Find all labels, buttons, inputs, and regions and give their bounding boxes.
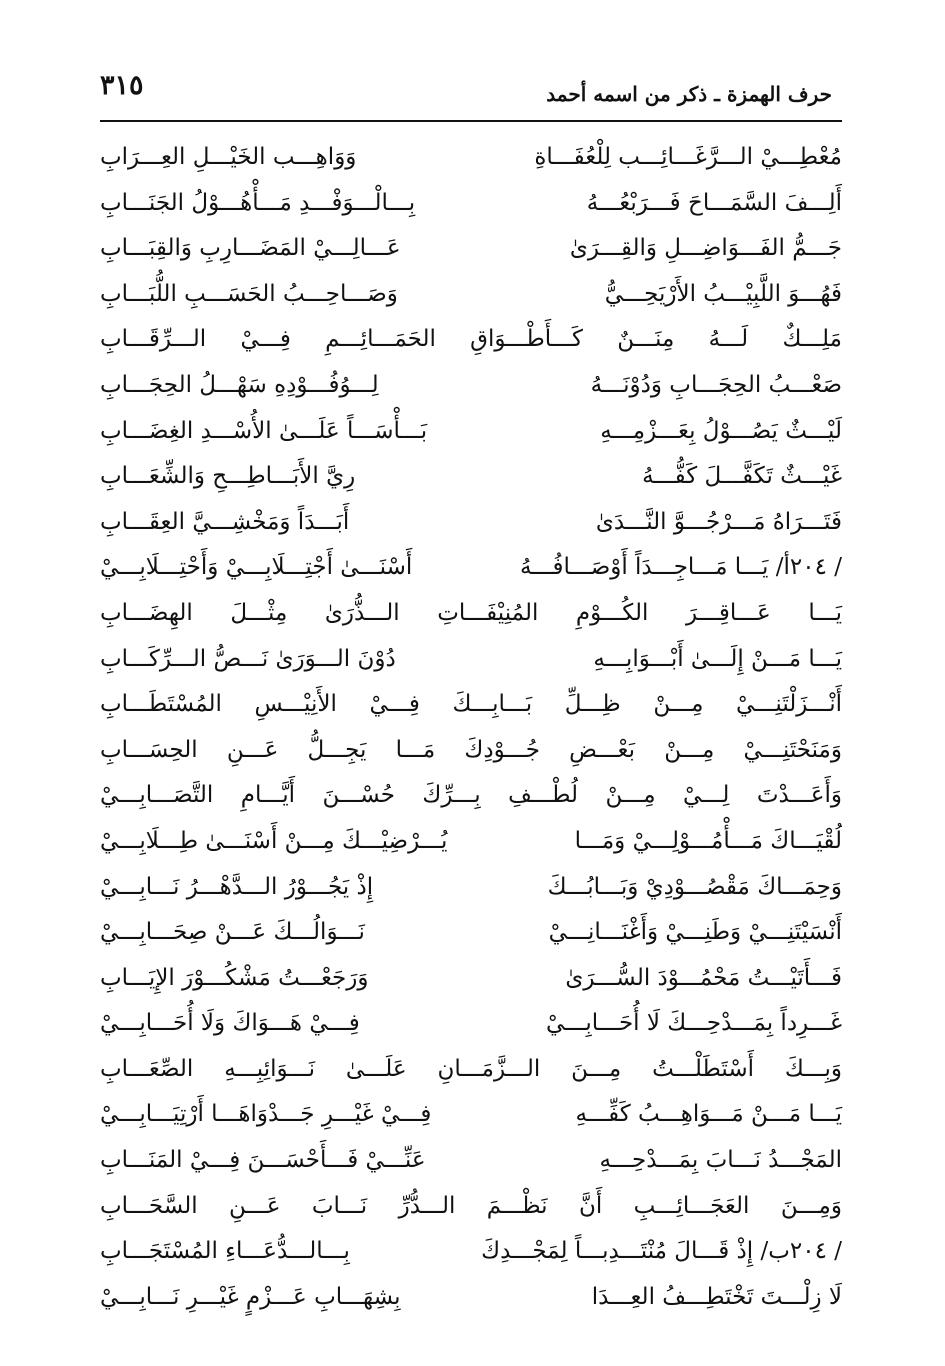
poem-body: [100, 138, 842, 1326]
verse-second-hemistich: بَـــأْسَـــاً عَلَـــىٰ الأُسْـــدِ الغِضَـــابِ: [100, 417, 428, 444]
verse-second-hemistich: وَوَاهِـــب الخَيْـــلِ العِـــرَابِ: [100, 144, 357, 170]
verse-line: [100, 138, 842, 184]
verse-second-hemistich: دُوْنَ الـــوَرَىٰ نَـــصُّ الـــرِّكَـــابِ: [100, 645, 396, 672]
verse-first-hemistich: غَيْـــثٌ تَكَفَّـــلَ كَفُّـــهُ: [642, 463, 842, 490]
verse-first-hemistich: / ٢٠٤أ/ يَـــا مَـــاجِـــدَاً أَوْصَـــافُـــهُ: [519, 554, 842, 581]
verse-full: يَـــا عَـــاقِـــرَ الكُـــوْمِ المُنِيْفَـــاتِ الـــذُّرَىٰ مِثْـــلَ الهِضَـــابِ: [100, 599, 842, 626]
verse-line: [100, 320, 842, 366]
verse-line: [100, 503, 842, 549]
verse-line: [100, 229, 842, 275]
verse-second-hemistich: رِيَّ الأَبَـــاطِـــحِ وَالشِّعَـــابِ: [100, 463, 356, 490]
verse-first-hemistich: لُقْيَـــاكَ مَـــأْمُـــوْلِـــيْ وَمَـــا: [574, 827, 842, 854]
verse-first-hemistich: صَعْـــبُ الحِجَـــابِ وَدُوْنَـــهُ: [590, 371, 842, 398]
verse-line: [100, 457, 842, 503]
verse-line: [100, 1187, 842, 1233]
verse-first-hemistich: يَـــا مَـــنْ إِلَـــىٰ أَبْـــوَابِـــهِ: [593, 645, 842, 672]
verse-line: [100, 184, 842, 230]
verse-first-hemistich: غَـــرِداً بِمَـــدْحِـــكَ لَا أُحَـــابِـــيْ: [545, 1010, 842, 1037]
verse-first-hemistich: لَا زِلْـــتَ تَخْتَطِـــفُ العِـــدَا: [591, 1283, 842, 1310]
verse-line: [100, 1095, 842, 1141]
verse-first-hemistich: / ٢٠٤ب/ إِذْ قَـــالَ مُنْتَـــدِبـــاً لِمَجْـــدِكَ: [481, 1238, 842, 1265]
verse-second-hemistich: عَنِّـــيْ فَـــأَحْسَـــنَ فِـــيْ المَنَـــابِ: [100, 1147, 426, 1174]
verse-line: [100, 685, 842, 731]
verse-line: [100, 868, 842, 914]
verse-second-hemistich: وَرَجَعْـــتُ مَشْكُـــوْرَ الإِيَـــابِ: [100, 964, 369, 991]
verse-full: وَأَعَـــدْتَ لِـــيْ مِـــنْ لُطْـــفِ بِـــرِّكَ حُسْـــنَ أَيَّـــامِ التَّصَـــابِـــيْ: [100, 782, 842, 809]
verse-first-hemistich: فَـــأَتَيْـــتُ مَحْمُـــوْدَ السُّـــرَىٰ: [565, 964, 842, 991]
verse-first-hemistich: يَـــا مَـــنْ مَـــوَاهِـــبُ كَفِّـــهِ: [575, 1101, 842, 1128]
verse-line: [100, 1050, 842, 1096]
verse-second-hemistich: يُـــرْضِيْـــكَ مِـــنْ أَسْنَـــىٰ طِـــلَابِـــيْ: [100, 827, 448, 854]
verse-second-hemistich: أَبَـــدَاً وَمَخْشِـــيَّ العِقَـــابِ: [100, 508, 350, 535]
verse-line: [100, 731, 842, 777]
verse-line: [100, 1141, 842, 1187]
verse-first-hemistich: أَنْسَيْتَنِـــيْ وَطَنِـــيْ وَأَغْنَـــانِـــيْ: [548, 919, 842, 946]
verse-first-hemistich: فَهُـــوَ اللَّبِيْـــبُ الأَرْيَحِـــيُّ: [604, 280, 842, 307]
verse-line: [100, 548, 842, 594]
page-header: [100, 62, 842, 112]
verse-second-hemistich: فِـــيْ غَيْـــرِ جَـــدْوَاهَـــا أَرْتِيَـــابِـــيْ: [100, 1101, 432, 1128]
verse-first-hemistich: فَتَـــرَاهُ مَـــرْجُـــوَّ النَّـــدَىٰ: [595, 508, 842, 535]
verse-second-hemistich: بِـــالـــدُّعَـــاءِ المُسْتَجَـــابِ: [100, 1238, 350, 1265]
verse-full: وَمِـــنَ العَجَـــائِـــبِ أَنَّ نَظْـــمَ الـــدُّرِّ نَـــابَ عَـــنِ السَّحَـــابِ: [100, 1192, 842, 1219]
verse-line: [100, 594, 842, 640]
verse-line: [100, 1232, 842, 1278]
verse-line: [100, 412, 842, 458]
verse-line: [100, 640, 842, 686]
verse-second-hemistich: إِذْ يَجُـــوْرُ الـــدَّهْـــرُ نَـــابِـــيْ: [100, 873, 374, 900]
verse-line: [100, 1004, 842, 1050]
verse-full: وَبِـــكَ أَسْتَطَلْـــتُ مِـــنَ الـــزَّمَـــانِ عَلَـــىٰ نَـــوَائِبِـــهِ الصِّعَـــابِ: [100, 1055, 842, 1082]
header-rule: [100, 120, 842, 122]
verse-line: [100, 1278, 842, 1324]
verse-full: أَنْـــزَلْتَنِـــيْ مِـــنْ ظِـــلِّ بَـــابِـــكَ فِـــيْ الأَنِيْـــسِ المُسْتَطَـــابِ: [100, 691, 842, 718]
running-title: حرف الهمزة ـ ذكر من اسمه أحمد: [546, 82, 832, 106]
verse-first-hemistich: أَلِـــفَ السَّمَـــاحَ فَـــرَبْعُـــهُ: [586, 189, 842, 216]
verse-second-hemistich: بِشِهَـــابِ عَـــزْمٍ غَيْـــرِ نَـــابِـــيْ: [100, 1283, 401, 1310]
verse-second-hemistich: عَـــالِـــيْ المَضَـــارِبِ وَالقِبَـــابِ: [100, 235, 401, 262]
verse-second-hemistich: فِـــيْ هَـــوَاكَ وَلَا أُحَـــابِـــيْ: [100, 1010, 360, 1037]
page-number: ٣١٥: [100, 70, 144, 101]
verse-line: [100, 275, 842, 321]
verse-second-hemistich: وَصَـــاحِـــبُ الحَسَـــبِ اللُّبَـــابِ: [100, 280, 398, 307]
verse-line: [100, 822, 842, 868]
verse-first-hemistich: المَجْـــدُ نَـــابَ بِمَـــدْحِـــهِ: [599, 1147, 842, 1174]
verse-first-hemistich: جَـــمُّ الفَـــوَاضِـــلِ وَالقِـــرَىٰ: [569, 235, 842, 262]
verse-second-hemistich: بِـــالْـــوَفْـــدِ مَـــأْهُـــوْلُ الجَنَـــابِ: [100, 189, 416, 216]
verse-line: [100, 366, 842, 412]
verse-line: [100, 913, 842, 959]
verse-second-hemistich: لِـــوُفُـــوْدِهِ سَهْـــلُ الحِجَـــابِ: [100, 371, 379, 398]
verse-full: وَمَنَحْتَنِـــيْ مِـــنْ بَعْـــضِ جُـــوْدِكَ مَـــا يَجِـــلُّ عَـــنِ الحِسَـــابِ: [100, 736, 842, 763]
verse-second-hemistich: نَـــوَالُـــكَ عَـــنْ صِحَـــابِـــيْ: [100, 919, 365, 946]
verse-line: [100, 776, 842, 822]
verse-line: [100, 959, 842, 1005]
verse-full: مَلِـــكٌ لَـــهُ مِنَـــنٌ كَـــأَطْـــوَاقِ الحَمَـــائِـــمِ فِـــيْ الـــرِّقَـــابِ: [100, 326, 842, 353]
verse-first-hemistich: لَيْـــثٌ يَصُـــوْلُ بِعَـــزْمِـــهِ: [600, 417, 842, 444]
verse-first-hemistich: مُعْطِـــيْ الـــرَّغَـــائِـــب لِلْعُفَـــاةِ: [534, 144, 842, 170]
verse-first-hemistich: وَحِمَـــاكَ مَقْصُـــوْدِيْ وَبَـــابُـــكَ: [547, 873, 842, 900]
verse-second-hemistich: أَسْنَـــىٰ أَجْتِـــلَابِـــيْ وَأَحْتِـــلَابِـــيْ: [100, 554, 413, 581]
